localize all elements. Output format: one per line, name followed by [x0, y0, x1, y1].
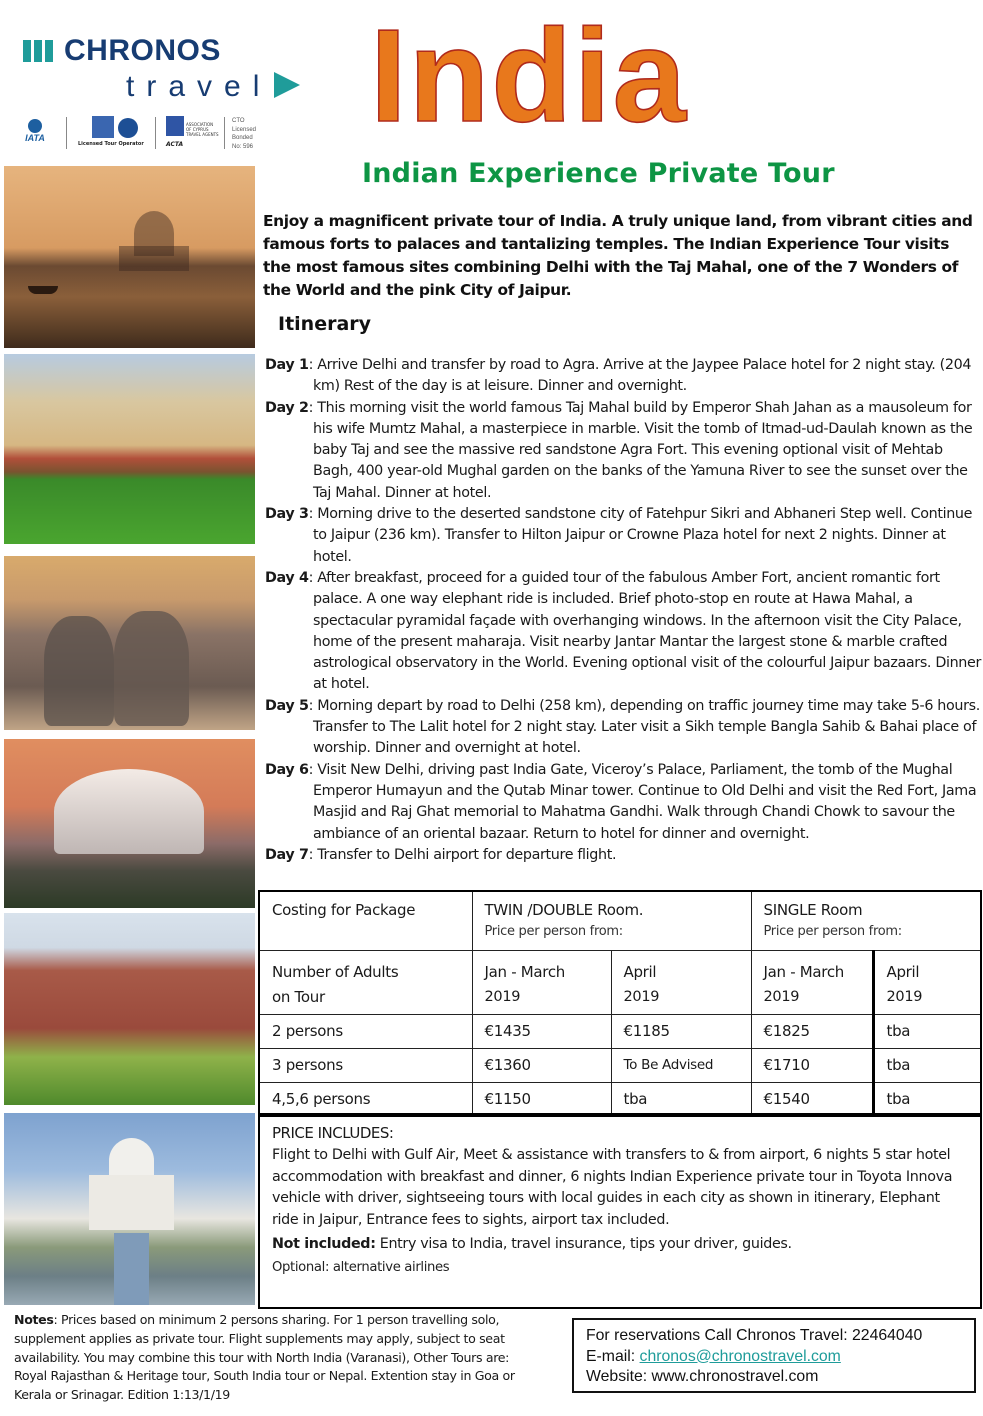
- day-text: : Transfer to Delhi airport for departure flight.: [308, 846, 617, 863]
- not-included-label: Not included:: [272, 1236, 376, 1253]
- cto-license: [232, 117, 256, 151]
- day-label: Day 3: [265, 506, 309, 523]
- badge-divider: [224, 117, 225, 149]
- table-row: [259, 1082, 981, 1116]
- day-text: : Arrive Delhi and transfer by road to Agra. Arrive at the Jaypee Palace hotel for 2 night stay. (204 km) Rest of the day is at leisure. Dinner and overnight.: [308, 357, 972, 395]
- price-cell: €1710: [751, 1048, 873, 1082]
- itinerary-day: [265, 696, 981, 760]
- costing-header: Costing for Package: [259, 891, 472, 950]
- price-cell: tba: [873, 1014, 981, 1048]
- twin-room-header: [472, 891, 751, 950]
- cto-line: No: 596: [232, 143, 254, 150]
- day-label: Day 6: [265, 761, 309, 778]
- not-included: [272, 1234, 968, 1255]
- lto-seal-icon: [92, 116, 114, 138]
- reservation-phone: For reservations Call Chronos Travel: 22464040: [586, 1327, 923, 1344]
- price-includes-text: Flight to Delhi with Gulf Air, Meet & assistance with transfers to & from airport, 6 nights 5 star hotel accommodation with breakfast and dinner, 6 nights Indian Experience private tour in Toyota Innova vehicle with driver, sightseeing tours with local guides in each city as shown in itinerary, Elephant ride in Jaipur, Entrance fees to sights, airport tax included.: [272, 1147, 953, 1228]
- optional-note: Optional: alternative airlines: [272, 1260, 450, 1276]
- price-includes-heading: PRICE INCLUDES:: [272, 1124, 394, 1142]
- price-cell: tba: [873, 1082, 981, 1116]
- group-size-cell: 2 persons: [259, 1014, 472, 1048]
- table-header-row: [259, 891, 981, 950]
- day-label: Day 2: [265, 399, 309, 416]
- tour-subtitle: Indian Experience Private Tour: [362, 158, 835, 189]
- day-text: : Visit New Delhi, driving past India Gate, Viceroy’s Palace, Parliament, the tomb of the Mughal Emperor Humayun and the Qutab Minar tower. Continue to Old Delhi and visit the Red Fort, Jama Masjid and Raj Ghat memorial to Mahatma Gandhi. Walk through Chandi Chowk to savour the ambiance of an oriental bazaar. Return to hotel for dinner and overnight.: [308, 761, 977, 842]
- period-year: 2019: [763, 988, 800, 1005]
- photo-amber-fort: [4, 354, 255, 544]
- photo-red-fort: [4, 913, 255, 1105]
- notes-paragraph: [14, 1311, 544, 1405]
- day-text: : This morning visit the world famous Taj Mahal build by Emperor Shah Jahan as a mausoleum for his wife Mumtz Mahal, a masterpiece in marble. Visit the tomb of Itmad-ud-Daulah known as the baby Taj and see the massive red sandstone Agra Fort. This evening optional visit of Mehtab Bagh, 400 year-old Mughal garden on the banks of the Yamuna River to see the sunset over the Taj Mahal. Dinner at hotel.: [308, 399, 973, 501]
- day-text: : Morning depart by road to Delhi (258 km), depending on traffic journey time may take 5-6 hours. Transfer to The Lalit hotel for 2 night stay. Later visit a Sikh temple Bangla Sahib & Bahai place of worship. Dinner and overnight at hotel.: [308, 697, 980, 757]
- photo-taj-mahal-pool: [4, 1113, 255, 1305]
- adults-header-line: Number of Adults: [272, 962, 399, 981]
- day-label: Day 7: [265, 846, 309, 863]
- iata-badge: [14, 119, 56, 149]
- lto-caption: Licensed Tour Operator: [78, 141, 144, 147]
- page-title: India: [370, 2, 689, 149]
- itinerary-heading: Itinerary: [278, 313, 372, 335]
- single-room-label: SINGLE Room: [763, 901, 863, 919]
- email-label: E-mail:: [586, 1347, 640, 1365]
- logo-brand-sub: travel: [126, 70, 272, 103]
- itinerary-day: [265, 398, 981, 504]
- price-cell: tba: [611, 1082, 751, 1116]
- table-row: [259, 1014, 981, 1048]
- price-cell: €1185: [611, 1014, 751, 1048]
- price-cell: €1825: [751, 1014, 873, 1048]
- notes-label: Notes: [14, 1312, 54, 1327]
- badge-divider: [66, 117, 67, 149]
- period-year: 2019: [886, 988, 923, 1005]
- itinerary-list: [265, 355, 981, 866]
- cto-line: Bonded: [232, 135, 253, 141]
- price-includes-box: [258, 1113, 982, 1309]
- airplane-icon: [118, 118, 138, 138]
- acta-caption: ASSOCIATION OF CYPRUS TRAVEL AGENTS: [186, 122, 219, 137]
- day-label: Day 5: [265, 697, 309, 714]
- acta-label: ACTA: [166, 141, 184, 148]
- day-text: : Morning drive to the deserted sandstone city of Fatehpur Sikri and Abhaneri Step well. Continue to Jaipur (236 km). Transfer to Hilton Jaipur or Crowne Plaza hotel for next 2 nights. Dinner at hotel.: [308, 506, 973, 565]
- contact-box: [572, 1318, 976, 1393]
- licensed-tour-operator-badge: [78, 116, 148, 151]
- price-cell: tba: [873, 1048, 981, 1082]
- logo-bars-icon: [23, 40, 53, 62]
- period-year: 2019: [484, 988, 521, 1005]
- intro-paragraph: Enjoy a magnificent private tour of India. A truly unique land, from vibrant cities and famous forts to palaces and tantalizing temples. The Indian Experience Tour visits the most famous sites combining Delhi with the Taj Mahal, one of the 7 Wonders of the World and the pink City of Jaipur.: [263, 212, 973, 299]
- period-header: [472, 950, 611, 1014]
- itinerary-day: [265, 568, 981, 696]
- period-header: [873, 950, 981, 1014]
- period-name: April: [623, 962, 657, 981]
- group-size-cell: 3 persons: [259, 1048, 472, 1082]
- not-included-text: Entry visa to India, travel insurance, tips your driver, guides.: [375, 1236, 792, 1253]
- website-line: Website: www.chronostravel.com: [586, 1368, 819, 1385]
- period-name: Jan - March: [763, 962, 844, 981]
- adults-header-line: on Tour: [272, 987, 325, 1006]
- cto-line: CTO: [232, 118, 245, 124]
- logo-brand-name: CHRONOS: [64, 34, 221, 67]
- period-year: 2019: [623, 988, 660, 1005]
- badge-divider: [155, 117, 156, 149]
- day-label: Day 4: [265, 569, 309, 586]
- photo-elephants: [4, 556, 255, 730]
- accreditation-badges: [14, 115, 257, 155]
- pricing-table: [258, 890, 982, 1117]
- cto-line: Licensed: [232, 126, 257, 133]
- twin-room-label: TWIN /DOUBLE Room.: [484, 901, 644, 919]
- period-header: [611, 950, 751, 1014]
- day-text: : After breakfast, proceed for a guided tour of the fabulous Amber Fort, ancient romantic fort palace. A one way elephant ride is included. Brief photo-stop en route at Hawa Mahal, a spectacular pyramidal façade with overhanging windows. In the afternoon visit the City Palace, home of the present maharaja. Visit nearby Jantar Mantar the largest stone & marble crafted astrological observatory in the World. Evening optional visit of the colourful Jaipur bazaars. Dinner at hotel.: [308, 569, 981, 693]
- iata-label: IATA: [25, 133, 45, 143]
- day-label: Day 1: [265, 357, 309, 373]
- iata-globe-icon: [28, 119, 42, 133]
- twin-room-note: Price per person from:: [484, 924, 623, 939]
- price-cell: €1435: [472, 1014, 611, 1048]
- itinerary-day: [265, 845, 981, 866]
- notes-text: : Prices based on minimum 2 persons sharing. For 1 person travelling solo, supplement applies as private tour. Flight supplements may apply, subject to seat availability. You may combine this tour with North India (Varanasi), Other Tours are: Royal Rajasthan & Heritage tour, South India tour or Nepal. Extention stay in Goa or Kerala or Srinagar. Edition 1:13/1/19: [14, 1312, 515, 1403]
- email-line: [586, 1347, 974, 1368]
- price-cell: To Be Advised: [611, 1048, 751, 1082]
- period-name: April: [886, 962, 920, 981]
- acta-seal-icon: [166, 116, 184, 136]
- table-subheader-row: [259, 950, 981, 1014]
- photo-taj-mahal-sunrise: [4, 166, 255, 348]
- group-size-cell: 4,5,6 persons: [259, 1082, 472, 1116]
- adults-header: [259, 950, 472, 1014]
- itinerary-day: [265, 760, 981, 845]
- itinerary-day: [265, 504, 981, 568]
- period-name: Jan - March: [484, 962, 565, 981]
- single-room-note: Price per person from:: [763, 924, 902, 939]
- single-room-header: [751, 891, 981, 950]
- acta-badge: [164, 116, 219, 151]
- logo-play-arrow-icon: [274, 72, 300, 98]
- email-link[interactable]: chronos@chronostravel.com: [639, 1347, 841, 1365]
- price-cell: €1360: [472, 1048, 611, 1082]
- price-cell: €1540: [751, 1082, 873, 1116]
- period-header: [751, 950, 873, 1014]
- itinerary-day: [265, 355, 981, 398]
- table-row: [259, 1048, 981, 1082]
- price-cell: €1150: [472, 1082, 611, 1116]
- photo-lotus-temple: [4, 739, 255, 908]
